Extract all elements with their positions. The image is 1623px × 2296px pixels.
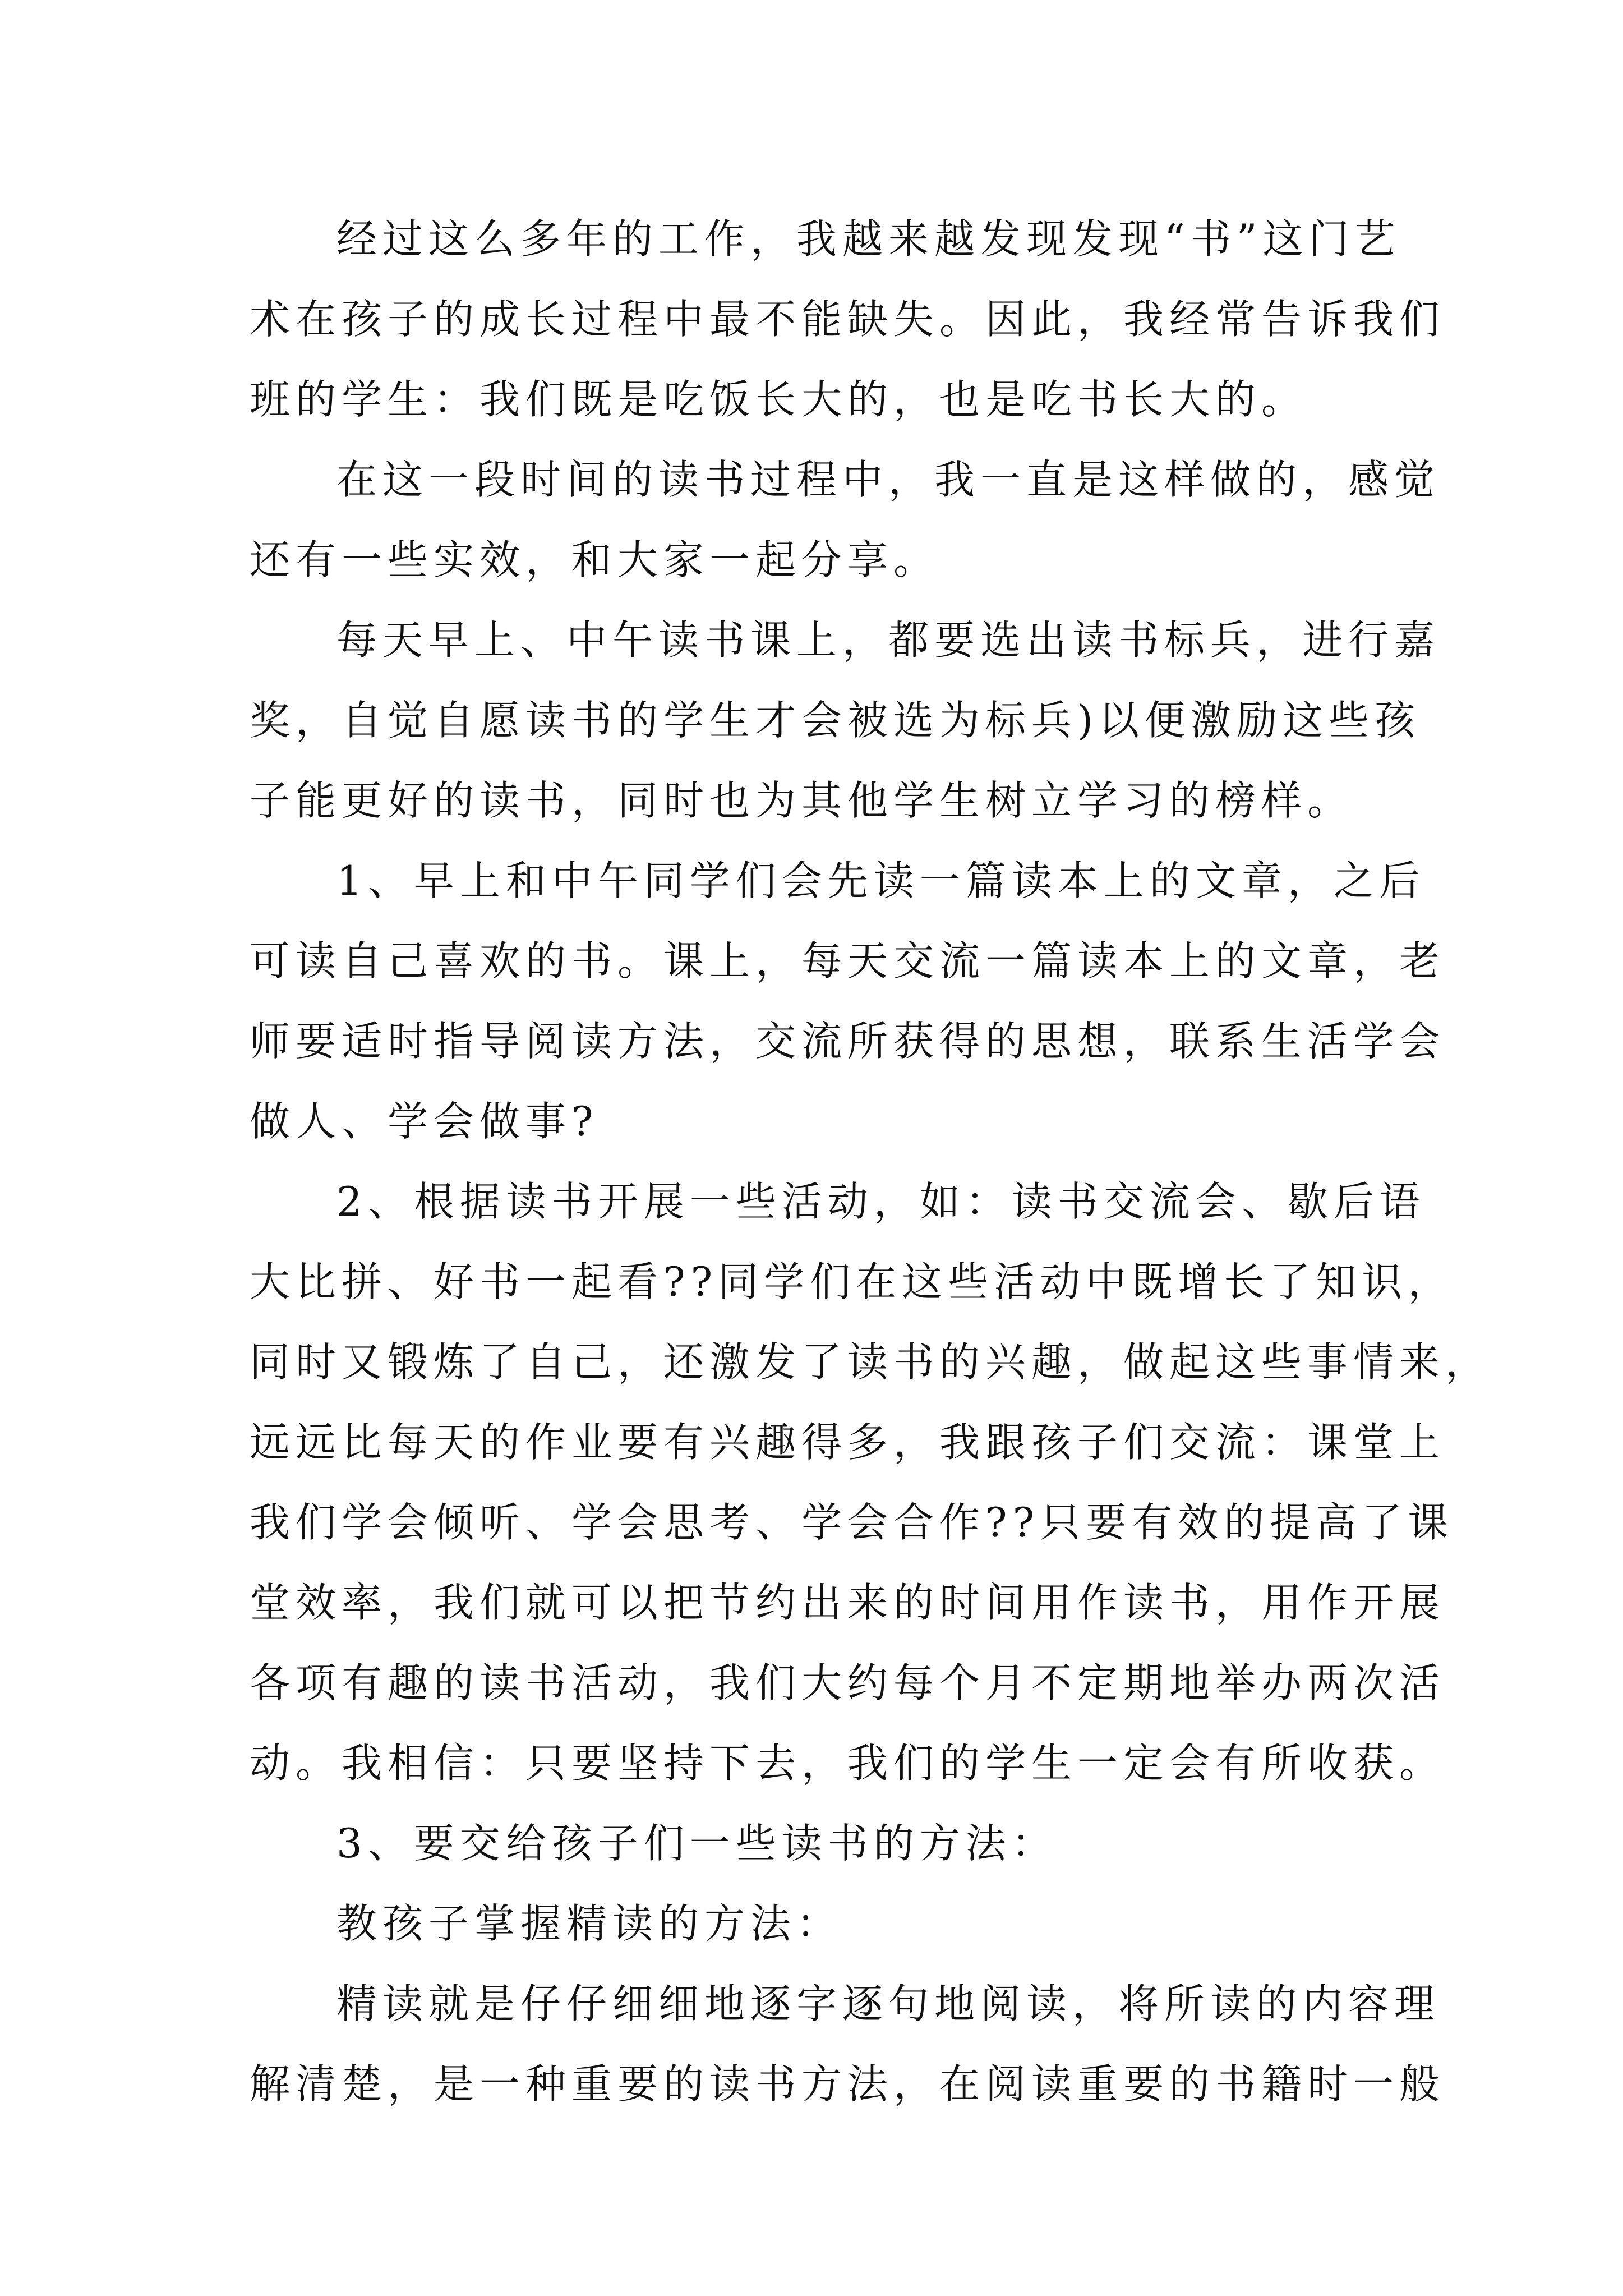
text-line: 经过这么多年的工作，我越来越发现发现“书”这门艺 — [336, 215, 1401, 263]
text-line: 同时又锻炼了自己，还激发了读书的兴趣，做起这些事情来， — [250, 1338, 1492, 1386]
text-line: 每天早上、中午读书课上，都要选出读书标兵，进行嘉 — [336, 616, 1441, 664]
text-line: 做人、学会做事? — [250, 1098, 599, 1145]
text-line: 奖，自觉自愿读书的学生才会被选为标兵)以便激励这些孩 — [250, 697, 1421, 744]
text-line: 还有一些实效，和大家一起分享。 — [250, 536, 940, 583]
text-line: 子能更好的读书，同时也为其他学生树立学习的榜样。 — [250, 777, 1354, 824]
text-line: 动。我相信：只要坚持下去，我们的学生一定会有所收获。 — [250, 1740, 1446, 1787]
text-line: 1、早上和中午同学们会先读一篇读本上的文章，之后 — [336, 857, 1426, 904]
text-line: 解清楚，是一种重要的读书方法，在阅读重要的书籍时一般 — [250, 2060, 1446, 2108]
text-line: 大比拼、好书一起看??同学们在这些活动中既增长了知识， — [250, 1258, 1454, 1305]
text-line: 教孩子掌握精读的方法： — [336, 1900, 843, 1947]
text-line: 2、根据读书开展一些活动，如：读书交流会、歇后语 — [336, 1178, 1426, 1225]
text-line: 远远比每天的作业要有兴趣得多，我跟孩子们交流：课堂上 — [250, 1419, 1446, 1466]
text-line: 堂效率，我们就可以把节约出来的时间用作读书，用作开展 — [250, 1579, 1446, 1626]
text-line: 3、要交给孩子们一些读书的方法： — [336, 1820, 1058, 1867]
text-line: 班的学生：我们既是吃饭长大的，也是吃书长大的。 — [250, 376, 1308, 423]
text-line: 术在孩子的成长过程中最不能缺失。因此，我经常告诉我们 — [250, 296, 1446, 343]
text-line: 各项有趣的读书活动，我们大约每个月不定期地举办两次活 — [250, 1659, 1446, 1706]
text-line: 我们学会倾听、学会思考、学会合作??只要有效的提高了课 — [250, 1499, 1454, 1546]
text-line: 师要适时指导阅读方法，交流所获得的思想，联系生活学会 — [250, 1018, 1446, 1065]
body-text — [250, 199, 1492, 2124]
text-line: 精读就是仔仔细细地逐字逐句地阅读，将所读的内容理 — [336, 1980, 1441, 2027]
text-line: 可读自己喜欢的书。课上，每天交流一篇读本上的文章，老 — [250, 937, 1446, 984]
text-line: 在这一段时间的读书过程中，我一直是这样做的，感觉 — [336, 456, 1441, 503]
